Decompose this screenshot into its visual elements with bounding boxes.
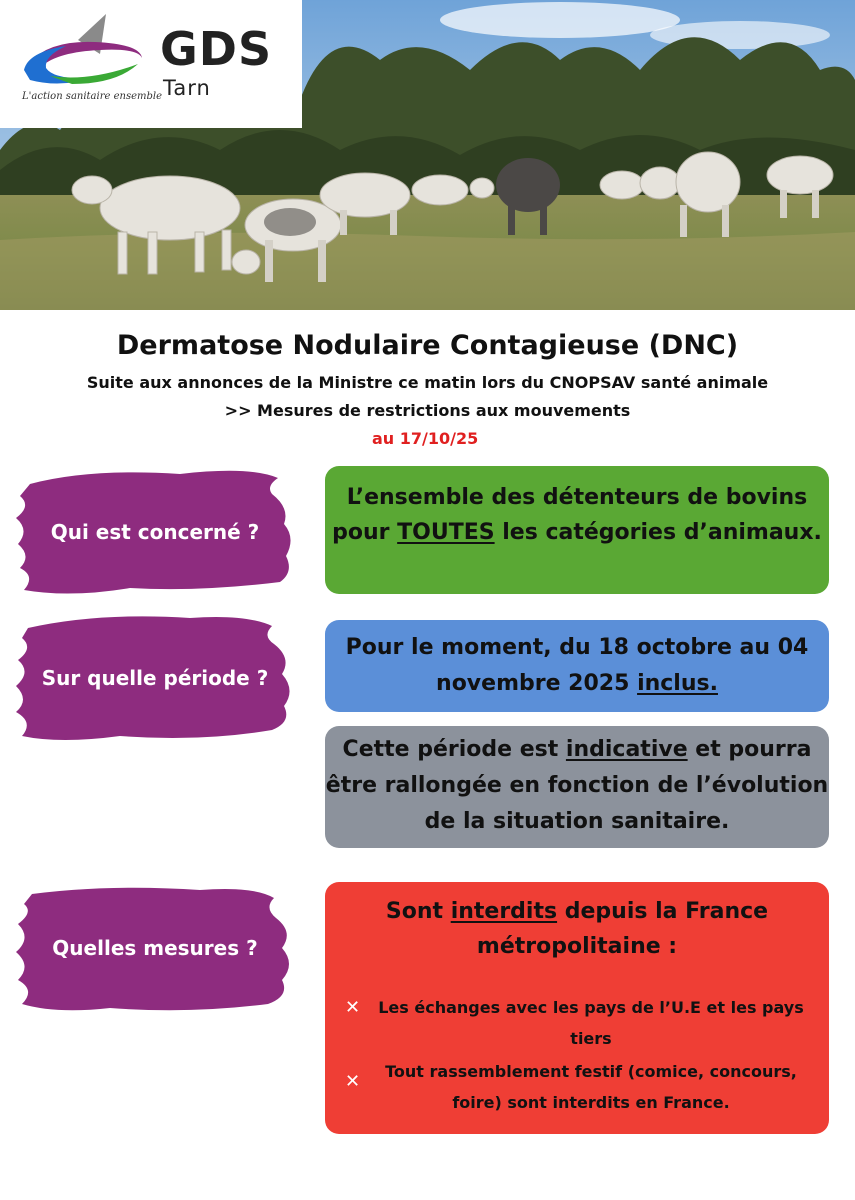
note-when-pre: Cette période est bbox=[342, 737, 566, 762]
note-when-emphasis: indicative bbox=[565, 737, 688, 762]
note-when-post: et pourra être rallongée en fonction de l’évolution de la situation sanitaire. bbox=[325, 737, 829, 834]
question-when: Sur quelle période ? bbox=[41, 666, 269, 690]
answer-when-emphasis: inclus. bbox=[637, 671, 718, 696]
label-when bbox=[10, 610, 300, 750]
measures-title-post: depuis la France métropolitaine : bbox=[476, 899, 769, 959]
measure-item-text: Tout rassemblement festif (comice, concours, foire) sont interdits en France. bbox=[385, 1062, 797, 1112]
x-mark-icon: ✕ bbox=[345, 997, 361, 1018]
page-title: Dermatose Nodulaire Contagieuse (DNC) bbox=[116, 330, 739, 361]
measures-title bbox=[325, 894, 829, 964]
label-who bbox=[10, 464, 300, 604]
hero-photo bbox=[0, 0, 855, 310]
measures-title-pre: Sont bbox=[385, 899, 451, 924]
answer-when-pre: Pour le moment, du 18 octobre au 04 novembre 2025 bbox=[345, 635, 809, 696]
logo-panel bbox=[0, 0, 302, 128]
note-when-box bbox=[325, 726, 829, 848]
answer-who-emphasis: TOUTES bbox=[397, 520, 495, 545]
answer-who-pre: L’ensemble des détenteurs de bovins pour bbox=[332, 485, 808, 545]
answer-measures-box bbox=[325, 882, 829, 1134]
page-subtitle-measures: >> Mesures de restrictions aux mouvements bbox=[224, 401, 631, 420]
measures-title-emphasis: interdits bbox=[450, 899, 558, 924]
logo-tagline: L'action sanitaire ensemble bbox=[22, 91, 163, 102]
answer-when-box bbox=[325, 620, 829, 712]
answer-who-box bbox=[325, 466, 829, 594]
answer-who-post: les catégories d’animaux. bbox=[494, 520, 822, 545]
x-mark-icon: ✕ bbox=[345, 1071, 361, 1092]
logo-region-text: Tarn bbox=[163, 76, 211, 100]
question-who: Qui est concerné ? bbox=[50, 520, 260, 544]
page-subtitle: Suite aux annonces de la Ministre ce matin lors du CNOPSAV santé animale bbox=[86, 373, 769, 392]
question-measures: Quelles mesures ? bbox=[52, 936, 258, 960]
gds-logo-swoosh bbox=[20, 12, 150, 90]
date-line: au 17/10/25 bbox=[372, 429, 479, 448]
label-measures bbox=[10, 880, 300, 1020]
logo-gds-text: GDS bbox=[160, 22, 273, 76]
measure-item-text: Les échanges avec les pays de l’U.E et les pays tiers bbox=[378, 998, 804, 1048]
